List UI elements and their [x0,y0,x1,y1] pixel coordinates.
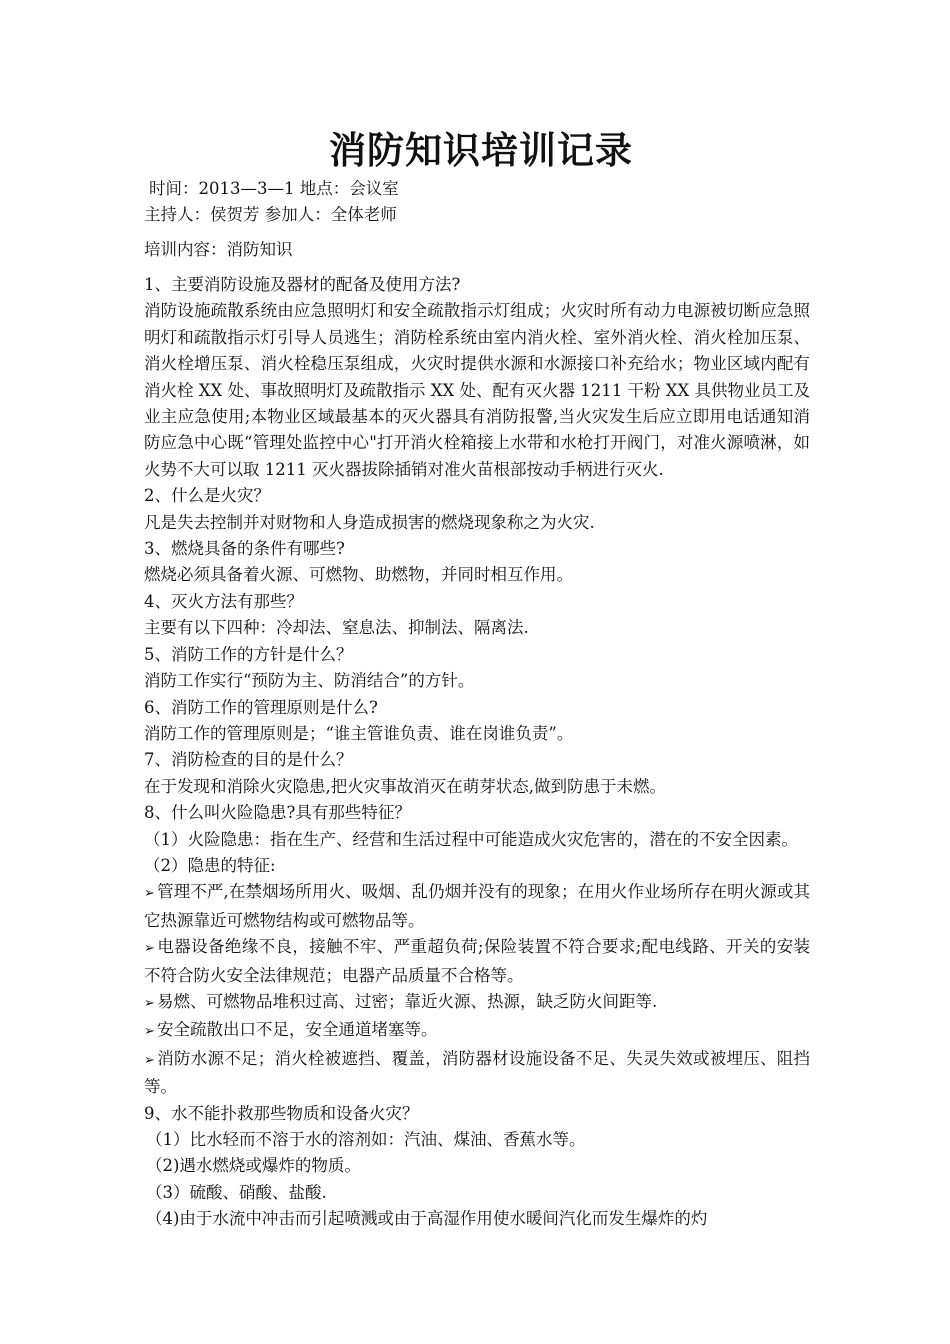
bullet-item [144,879,810,934]
bullet-item [144,1046,810,1101]
question-5: 5、消防工作的方针是什么？ [144,644,353,664]
arrow-bullet-icon: ➢ [144,1052,155,1068]
answer-9-item-1: （1）比水轻而不溶于水的溶剂如：汽油、煤油、香蕉水等。 [146,1130,586,1149]
arrow-bullet-icon: ➢ [144,995,155,1011]
bullet-item [144,934,810,989]
bullet-text: 安全疏散出口不足，安全通道堵塞等。 [157,1020,438,1040]
bullet-text: 消防水源不足；消火栓被遮挡、覆盖，消防器材设施设备不足、失灵失效或被埋压、阻挡等。 [144,1048,810,1097]
question-4: 4、灭火方法有那些？ [144,591,303,611]
answer-3: 燃烧必须具备着火源、可燃物、助燃物，并同时相互作用。 [144,565,573,585]
bullet-text: 管理不严,在禁烟场所用火、吸烟、乱仍烟并没有的现象；在用火作业场所存在明火源或其它热源靠近可燃物结构或可燃物品等。 [144,882,810,930]
answer-7: 在于发现和消除火灾隐患,把火灾事故消灭在萌芽状态,做到防患于未燃。 [144,776,666,796]
question-8: 8、什么叫火险隐患?具有那些特征？ [144,803,411,823]
question-6: 6、消防工作的管理原则是什么? [144,697,378,717]
answer-5: 消防工作实行“预防为主、防消结合”的方针。 [144,671,475,691]
answer-9-item-3: （3）硫酸、硝酸、盐酸. [146,1182,327,1202]
bullet-text: 易燃、可燃物品堆积过高、过密；靠近火源、热源，缺乏防火间距等. [157,991,658,1011]
answer-9-item-4: （4)由于水流中冲击而引起喷溅或由于高湿作用使水暖间汽化而发生爆炸的灼 [146,1209,708,1229]
question-7: 7、消防检查的目的是什么？ [144,750,353,770]
spacer [144,263,810,272]
document-title: 消防知识培训记录 [329,128,633,172]
document-page [144,126,810,1233]
arrow-bullet-icon: ➢ [144,1024,155,1040]
host-participants-line: 主持人：侯贺芳 参加人：全体老师 [144,205,397,224]
arrow-bullet-icon: ➢ [144,941,155,957]
answer-6: 消防工作的管理原则是；“谁主管谁负责、谁在岗谁负责”。 [144,723,574,743]
answer-4: 主要有以下四种：冷却法、窒息法、抑制法、隔离法. [144,618,529,638]
answer-8-features-heading: （2）隐患的特征: [144,855,276,875]
answer-2: 凡是失去控制并对财物和人身造成损害的燃烧现象称之为火灾. [144,512,595,532]
bullet-text: 电器设备绝缘不良，接触不牢、严重超负荷;保险装置不符合要求;配电线路、开关的安装不符合防火安全法律规范；电器产品质量不合格等。 [144,937,810,985]
question-9: 9、水不能扑救那些物质和设备火灾？ [144,1103,419,1123]
question-1: 1、主要消防设施及器材的配备及使用方法? [144,275,461,294]
answer-1: 消防设施疏散系统由应急照明灯和安全疏散指示灯组成；火灾时所有动力电源被切断应急照明灯和疏散指示灯引导人员逃生；消防栓系统由室内消火栓、室外消火栓、消火栓加压泵、消火栓增压泵、消火栓稳压泵组成，火灾时提供水源和水源接口补充给水；物业区域内配有消火栓 XX 处、事故照明灯及疏散指示 XX 处、配有灭火器 1211 干粉 XX 具供物业员工及业主应急使用;本物业区域最基本的灭火器具有消防报警,当火灾发生后应立即用电话通知消防应急中心既“管理处监控中心"打开消火栓箱接上水带和水枪打开阀门，对准火源喷淋，如火势不大可以取 1211 灭火器拔除插销对准火苗根部按动手柄进行灭火. [144,301,810,479]
training-content-line: 培训内容：消防知识 [144,240,293,259]
answer-9-item-2: （2)遇水燃烧或爆炸的物质。 [146,1156,361,1176]
question-3: 3、燃烧具备的条件有哪些? [144,539,345,559]
bullet-item [144,989,810,1017]
arrow-bullet-icon: ➢ [144,886,155,902]
bullet-item [144,1017,810,1045]
time-place-line: 时间：2013—3—1 地点：会议室 [149,179,399,198]
spacer [144,228,810,237]
answer-8-definition: （1）火险隐患：指在生产、经营和生活过程中可能造成火灾危害的，潜在的不安全因素。 [144,829,798,849]
question-2: 2、什么是火灾？ [144,486,270,506]
